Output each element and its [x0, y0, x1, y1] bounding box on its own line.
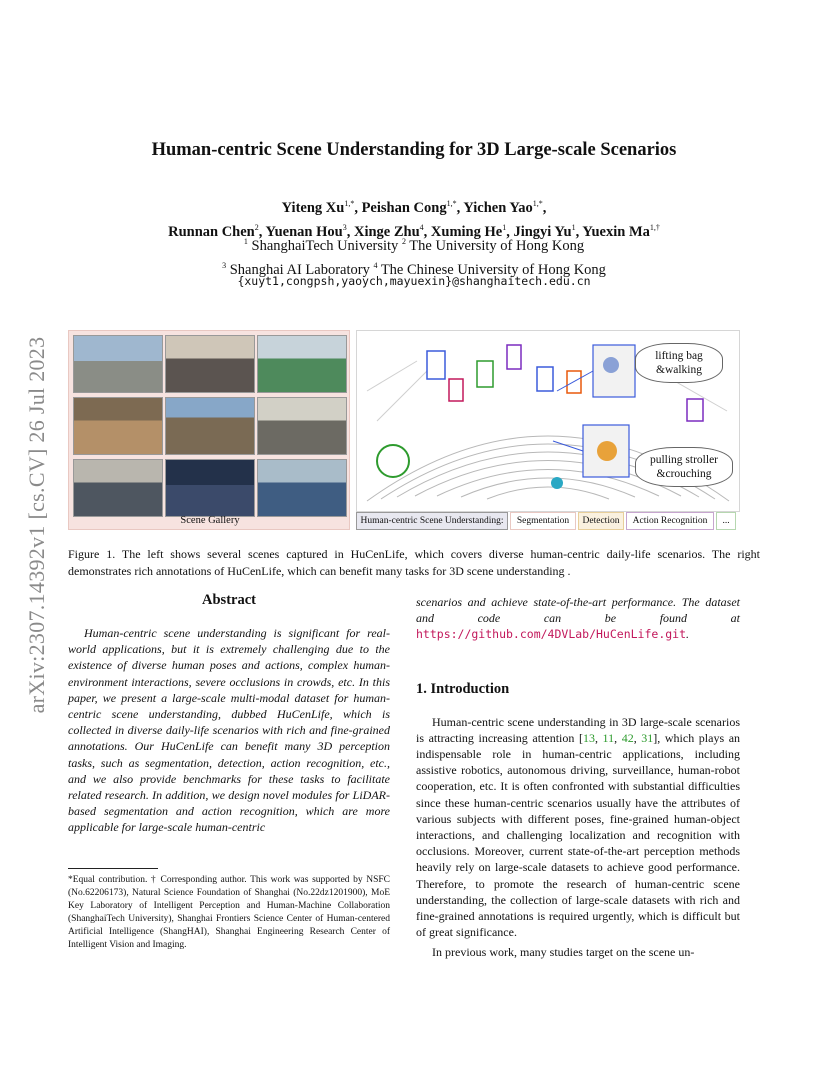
author-affiliation-marker: 1,*: [532, 199, 543, 208]
affiliation-name: ShanghaiTech University: [247, 237, 402, 254]
author-name: Yuexin Ma: [582, 223, 650, 240]
scene-photo: [165, 397, 255, 455]
footnote-rule: [68, 868, 158, 869]
abstract-heading: Abstract: [202, 592, 256, 608]
introduction-paragraph-1: Human-centric scene understanding in 3D large-scale scenarios is attracting increasing attention [13, 11, 42, 31], which plays an indispensable role in human-centric applications, including assistive robotics, autonomous driving, surveillance, human-robot cooperation, etc. It is often confronted with substantial difficulties since these human-centric scenarios usually have the attributes of various subjects with different poses, fine-grained human-object interactions, and challenging localization and recognition with occlusions. Moreover, current state-of-the-art perception methods heavily rely on large-scale datasets to achieve good performance. Therefore, to promote the research of human-centric scene understanding, the collection of large-scale datasets with rich and fine-grained annotations is required urgently, which is difficult but of great significance.: [416, 714, 741, 940]
task-ellipsis: ...: [716, 512, 736, 530]
affiliation-marker: 1: [243, 237, 248, 246]
intro-text-a: Human-centric scene understanding in 3D large-scale scenarios is attracting increasing attention [: [416, 714, 740, 745]
affiliation-marker: 4: [373, 260, 378, 270]
author-line-1: Yiteng $Xu^{1,*}$, Peishan Cong$^{1,*}$, Yichen Yao$^{1,*}$,: [281, 199, 547, 216]
affiliation-marker: 3: [222, 260, 227, 270]
arxiv-stamp-text: arXiv:2307.14392v1 [cs.CV] 26 Jul 2023: [24, 336, 49, 714]
author-name: Xinge Zhu: [353, 223, 420, 240]
affiliation-name: Shanghai AI Laboratory: [226, 261, 374, 278]
task-detection: Detection: [578, 512, 624, 530]
author-name: Yichen Yao: [463, 199, 533, 216]
citation-link[interactable]: 13: [582, 730, 595, 745]
gallery-label: Scene Gallery: [180, 515, 240, 526]
author-name: Peishan Cong: [361, 199, 447, 216]
affiliation-marker: 2: [401, 237, 406, 246]
abstract-body: Human-centric scene understanding is significant for real-world applications, but it is extremely challenging due to the existence of diverse human poses and actions, complex human-environment interactions, severe occlusions in crowds, etc. In this paper, we present a large-scale multi-modal dataset for human-centric scene understanding, dubbed HuCenLife, which is collected in diverse daily-life scenarios with rich and fine-grained annotations. Our HuCenLife can benefit many 3D perception tasks, such as segmentation, detection, action recognition, etc., and we also provide benchmarks for these tasks to facilitate related research. In addition, we design novel modules for LiDAR-based segmentation and action recognition, which are more applicable for large-scale human-centric: [68, 626, 390, 835]
author-name: Yiteng Xu: [281, 199, 345, 216]
annotation-bubble-bottom: pulling stroller &crouching: [635, 447, 733, 487]
author-affiliation-marker: 1: [502, 222, 507, 232]
task-segmentation: Segmentation: [510, 512, 576, 530]
scene-photo: [257, 459, 347, 517]
author-affiliation-marker: 1: [571, 222, 576, 232]
annotation-bubble-top: lifting bag &walking: [635, 343, 723, 383]
author-affiliation-marker: 2: [254, 222, 259, 232]
arxiv-stamp: [20, 290, 54, 760]
task-bar: [356, 512, 740, 530]
author-name: Xuming He: [430, 223, 503, 240]
author-affiliation-marker: 3: [342, 222, 347, 232]
author-affiliation-marker: 1,*: [344, 199, 355, 208]
scene-photo: [73, 459, 163, 517]
citation-link[interactable]: 31: [641, 730, 654, 745]
author-affiliation-marker: 4: [419, 222, 424, 232]
code-link[interactable]: https://github.com/4DVLab/HuCenLife.git: [416, 627, 687, 642]
citation-link[interactable]: 11: [602, 730, 615, 745]
abstract-period: .: [686, 627, 690, 642]
affiliation-name: The Chinese University of Hong Kong: [377, 261, 606, 278]
figure-caption: Figure 1. The left shows several scenes captured in HuCenLife, which covers diverse human-centric daily-life scenarios. The right demonstrates rich annotations of HuCenLife, which can benefit many tasks for 3D scene understanding .: [68, 547, 760, 578]
task-action-recognition: Action Recognition: [626, 512, 714, 530]
scene-photo: [73, 335, 163, 393]
scene-photo: [257, 397, 347, 455]
lidar-annotation-view: [356, 330, 740, 512]
scene-photo: [165, 459, 255, 517]
introduction-heading: 1. Introduction: [416, 680, 510, 697]
left-column: [68, 592, 390, 836]
author-emails: {xuyt1,congpsh,yaoych,mayuexin}@shanghaitech.edu.cn: [237, 274, 591, 288]
affiliation-line-1: [60, 232, 768, 256]
author-name: Runnan Chen: [168, 223, 255, 240]
citation-link[interactable]: 42: [621, 730, 634, 745]
scene-photo: [257, 335, 347, 393]
author-line-2: Runnan Chen$^2$, Yuenan Hou$^3$, Xinge Zhu$^4$, Xuming He$^1$, Jingyi Yu$^1$, Yuexin $Ma^{1,\dagger}$: [168, 222, 660, 240]
author-name: Yuenan Hou: [265, 223, 343, 240]
task-label-main: Human-centric Scene Understanding:: [356, 512, 508, 530]
author-name: Jingyi Yu: [513, 223, 572, 240]
affiliation-name: The University of Hong Kong: [405, 237, 585, 254]
abstract-continuation-text: scenarios and achieve state-of-the-art performance. The dataset and code can be found at: [416, 595, 740, 626]
right-column: [416, 594, 740, 961]
figure-1: [68, 330, 740, 530]
author-affiliation-marker: 1,†: [649, 222, 660, 232]
scene-photo: [165, 335, 255, 393]
intro-text-b: ], which plays an indispensable role in human-centric applications, including assistive robotics, autonomous driving, surveillance, human-robot cooperation, etc. It is often confronted with substantial difficulties since these human-centric scenarios usually have the attributes of various subjects with different poses, fine-grained human-object interactions, and challenging localization and recognition with occlusions. Moreover, current state-of-the-art perception methods heavily rely on large-scale datasets to achieve good performance. Therefore, to promote the research of human-centric scene understanding, the collection of large-scale datasets with rich and fine-grained annotations is required urgently, which is difficult but of great significance.: [416, 730, 741, 940]
footnote: *Equal contribution. † Corresponding author. This work was supported by NSFC (No.62206173), Natural Science Foundation of Shanghai (No.22dz1201900), MoE Key Laboratory of Intelligent Perception and Human-Machine Collaboration (ShanghaiTech University), Shanghai Frontiers Science Center of Human-centered Artificial Intelligence (ShangHAI), Shanghai Engineering Research Center of Intelligent Vision and Imaging.: [68, 875, 390, 950]
scene-photo: [73, 397, 163, 455]
introduction-paragraph-2: In previous work, many studies target on the scene un-: [432, 945, 695, 960]
abstract-continuation: [416, 594, 740, 643]
author-affiliation-marker: 1,*: [446, 199, 457, 208]
paper-title: Human-centric Scene Understanding for 3D Large-scale Scenarios: [151, 140, 677, 160]
scene-gallery: [68, 330, 350, 530]
affiliations: [60, 232, 768, 280]
